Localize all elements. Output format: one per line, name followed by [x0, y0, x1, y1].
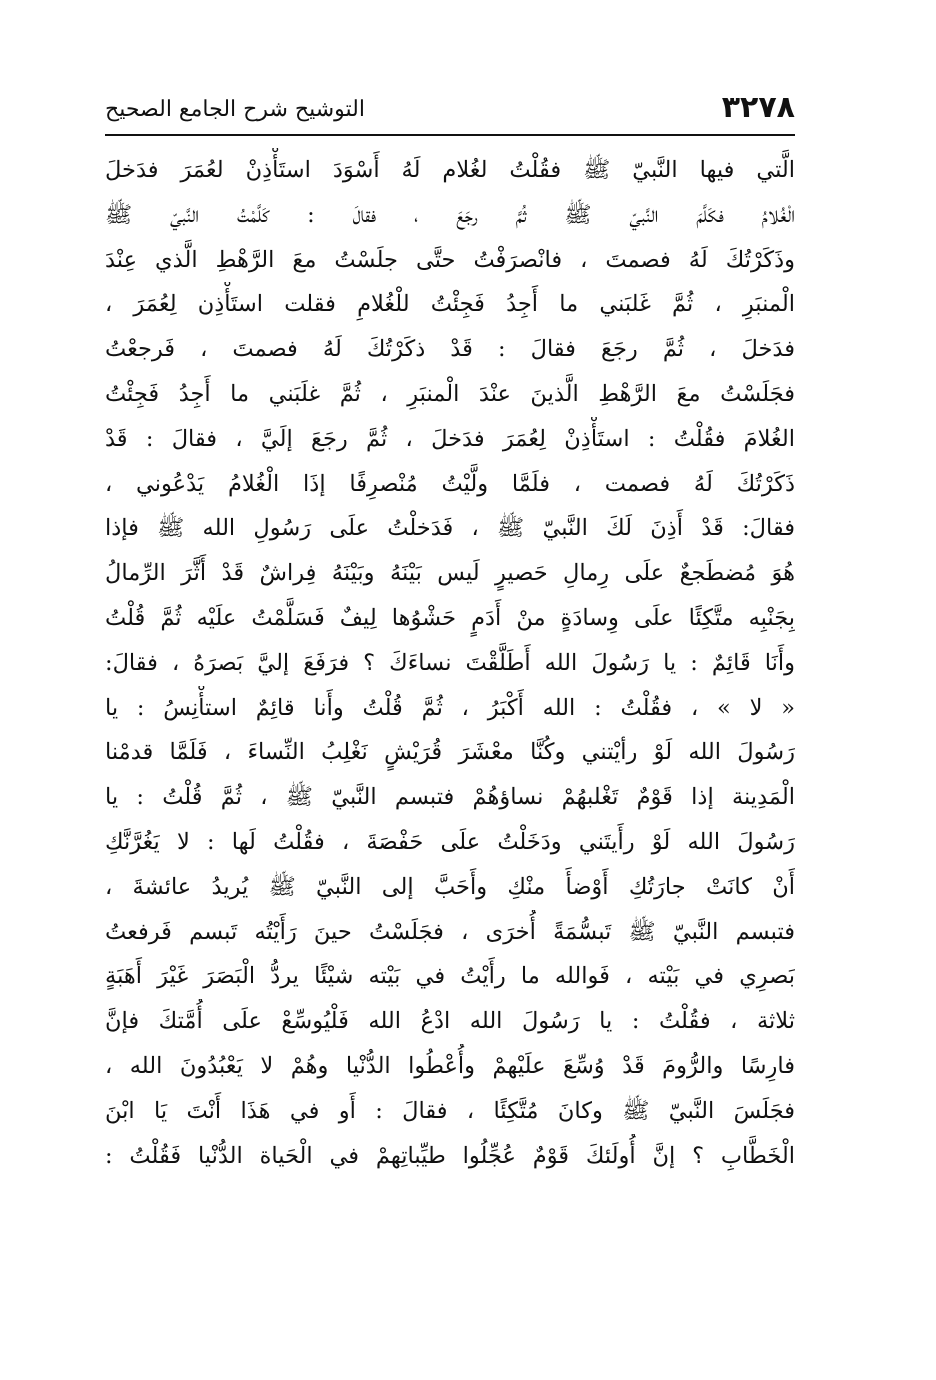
text-line: فقالَ: قَدْ أَذِنَ لَكَ النَّبيّ ﷺ ، فَدَخلْتُ علَى رَسُولِ الله ﷺ فإذا — [105, 515, 795, 542]
text-line: ثلاثة ، فقُلْتُ : يا رَسُولَ الله ادْعُ الله فَلْيُوسِّعْ علَى أُمَّتكَ فإنَّ — [105, 1008, 795, 1035]
running-title: التوشيح شرح الجامع الصحيح — [105, 97, 365, 122]
text-line: بَصرِي في بَيْته ، فَوالله ما رأَيْتُ في بَيْته شيْئًا يردُّ الْبَصَرَ غَيْرَ أَهَبَةٍ — [105, 963, 795, 990]
text-line: « لا » ، فقُلْتُ : الله أَكْبَرُ ، ثُمَّ قُلْتُ وأَنا قائِمٌ استأْنِسُ : يا — [105, 694, 795, 721]
text-line: بِجَنْبِه متَّكِئًا علَى وِسادَةٍ منْ أَدَمٍ حَشْوُها لِيفٌ فَسَلَّمْتُ علَيْه ثُمَّ قُلْتُ — [105, 604, 795, 631]
text-line: وأَنَا قَائِمٌ : يا رَسُولَ الله أَطَلَّقْتَ نساءَكَ ؟ فرَفَعَ إليَّ بَصرَهُ ، فقالَ: — [105, 649, 795, 676]
text-line: الْخَطَّابِ ؟ إنَّ أُولَئكَ قَوْمٌ عُجِّلُوا طيِّباتِهمْ في الْحَياة الدُّنْيا فَقُلْتُ : — [105, 1142, 795, 1169]
text-line: الْمنبَرِ ، ثُمَّ غَلبَني ما أَجِدُ فَجِئْتُ للْغُلامِ فقلت استَأْذِن لِعُمَرَ ، — [105, 291, 795, 318]
text-line: فجَلَسْتُ معَ الرَّهْطِ الَّذينَ عنْدَ الْمنبَرِ ، ثُمَّ غلَبَني ما أَجِدُ فَجِئْتُ — [105, 380, 795, 407]
page-number: ٣٢٧٨ — [721, 90, 795, 125]
text-line: وذَكَرْتُكَ لَهُ فصمتَ ، فانْصرَفْتُ حتَّى جلَسْتُ معَ الرَّهْطِ الَّذي عِنْدَ — [105, 246, 795, 273]
text-line: فدَخلَ ، ثُمَّ رجَعَ فقالَ : قَدْ ذكَرْتُكَ لَهُ فصمتَ ، فَرجعْتُ — [105, 336, 795, 363]
page-header — [105, 86, 795, 126]
text-line: الْغُلامُ فكَلَّمَ النَّبيّ ﷺ ثُمَّ رجَعَ ، فقالَ : كَلَّمْتُ النَّبيّ ﷺ — [105, 201, 795, 228]
text-line: ذَكَرْتُكَ لَهُ فصمت ، فلَمَّا ولَّيْتُ مُنْصرِفًا إذَا الْغُلامُ يَدْعُوني ، — [105, 470, 795, 497]
text-line: هُوَ مُضطَجعٌ علَى رِمالِ حَصيرٍ لَيس بَيْنَهُ وبَيْنَهُ فِراشٌ قَدْ أَثَّرَ الرِّمالُ — [105, 560, 795, 587]
text-line: أَنْ كانَتْ جارَتُكِ أَوْضأَ منْكِ وأَحَبَّ إلى النَّبيّ ﷺ يُريدُ عائشةَ ، — [105, 873, 795, 900]
text-line: الْمَدِينة إذا قَوْمٌ تَغْلبهُمْ نساؤهُمْ فتبسم النَّبيّ ﷺ ، ثُمَّ قُلْتُ : يا — [105, 784, 795, 811]
text-line: رَسُولَ الله لَوْ رأيْتني وكُنَّا معْشَرَ قُرَيْشٍ نَغْلِبُ النِّساءَ ، فَلَمَّا قدمْنا — [105, 739, 795, 766]
text-line: الغُلامَ فقُلْتُ : استَأْذِنْ لِعُمَرَ فدَخلَ ، ثُمَّ رجَعَ إلَيَّ ، فقالَ : قَدْ — [105, 425, 795, 452]
text-line: الَّتي فيها النَّبيّ ﷺ فقُلْتُ لغُلام لَهُ أَسْوَدَ استَأْذِنْ لعُمَرَ فدَخلَ — [105, 157, 795, 183]
text-line: رَسُولَ الله لَوْ رأَيتَني ودَخَلْتُ علَى حَفْصَةَ ، فقُلْتُ لَها : لا يَغُرَّنَّكِ — [105, 828, 795, 855]
text-line: فارِسًا والرُّومَ قَدْ وُسِّعَ علَيْهمْ وأُعْطُوا الدُّنْيا وهُمْ لا يَعْبُدُونَ الله ، — [105, 1052, 795, 1079]
text-line: فتبسم النَّبيّ ﷺ تَبسُّمَةً أُخرَى ، فجَلَسْتُ حينَ رَأَيْتُه تَبسم فَرفعتُ — [105, 918, 795, 945]
header-rule — [105, 134, 795, 136]
text-line: فجَلَسَ النَّبيّ ﷺ وكانَ مُتَّكِئًا ، فقالَ : أَو في هَذَا أَنْتَ يَا ابْنَ — [105, 1097, 795, 1124]
body-text — [105, 148, 795, 1178]
